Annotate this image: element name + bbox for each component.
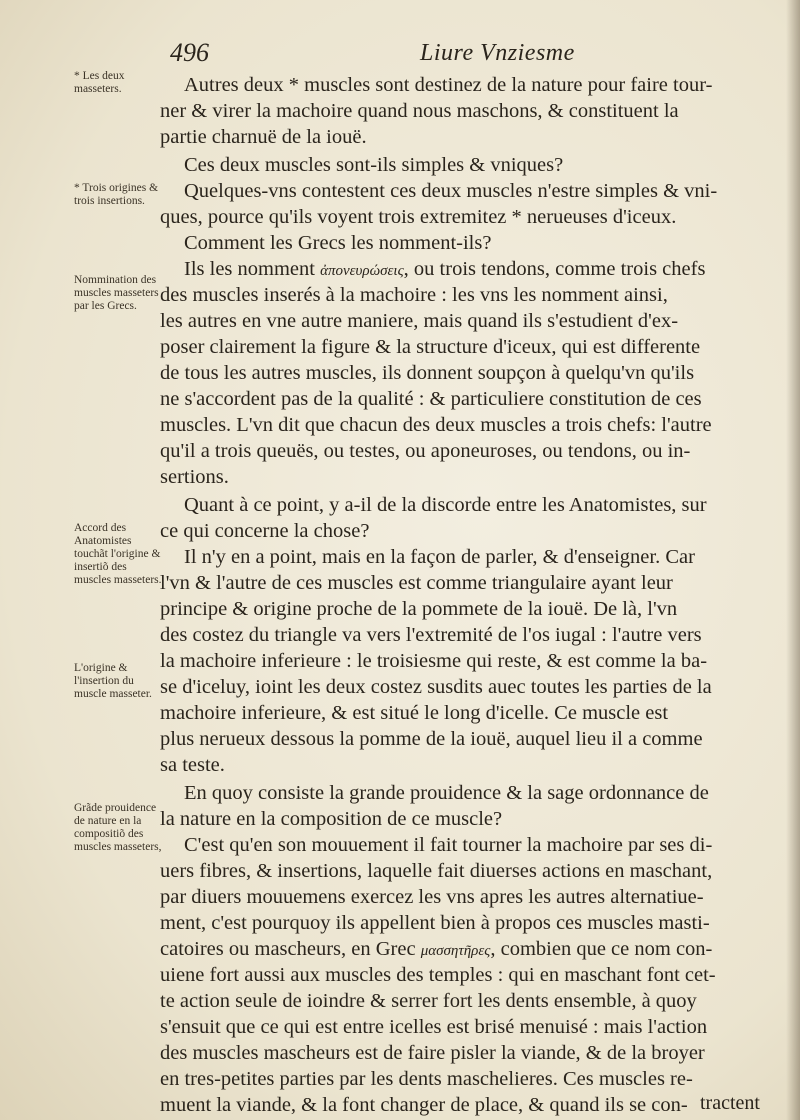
text-line-content: te action seule de ioindre & serrer fort les dents ensemble, à quoy (160, 990, 697, 1012)
text-line-content: ce qui concerne la chose? (160, 520, 370, 542)
text-line-content: uers fibres, & insertions, laquelle fait diuerses actions en maschant, (160, 860, 713, 882)
text-line (160, 282, 668, 308)
margin-note: Grãde prouidence de nature en la compositiõ des muscles masseters, (74, 802, 162, 853)
running-title: Liure Vnziesme (420, 40, 575, 66)
text-line (160, 674, 712, 700)
text-line (160, 570, 673, 596)
text-line-content: En quoy consiste la grande prouidence & la sage ordonnance de (184, 782, 709, 804)
text-line (160, 334, 700, 360)
text-line-continuation: , ou trois tendons, comme trois chefs (403, 258, 706, 280)
text-line-content: ner & virer la machoire quand nous maschons, & constituent la (160, 100, 679, 122)
text-line (160, 962, 716, 988)
text-line-content: la machoire inferieure : le troisiesme qui reste, & est comme la ba- (160, 650, 708, 672)
text-line-content: C'est qu'en son mouuement il fait tourner la machoire par ses di- (184, 834, 713, 856)
text-line (160, 178, 717, 204)
text-line (160, 152, 563, 178)
text-line-content: Quant à ce point, y a-il de la discorde entre les Anatomistes, sur (184, 494, 707, 516)
text-line (160, 806, 502, 832)
text-line (160, 726, 703, 752)
text-line-content: partie charnuë de la iouë. (160, 126, 367, 148)
text-line (160, 124, 367, 150)
greek-word: ἀπονευρώσεις (320, 263, 404, 279)
text-line-content: poser clairement la figure & la structure d'iceux, qui est differente (160, 336, 701, 358)
text-line (160, 1014, 707, 1040)
text-line-content: des muscles inserés à la machoire : les vns les nomment ainsi, (160, 284, 668, 306)
text-line-content: muscles. L'vn dit que chacun des deux muscles a trois chefs: l'autre (160, 414, 712, 436)
text-line-content: plus nerueux dessous la pomme de la iouë, auquel lieu il a comme (160, 728, 703, 750)
text-line (160, 72, 712, 98)
text-line (160, 858, 712, 884)
text-line (160, 386, 702, 412)
margin-note: * Les deux masseters. (74, 70, 125, 95)
text-line-content: des muscles mascheurs est de faire pisler la viande, & de la broyer (160, 1042, 705, 1064)
text-line-content: l'vn & l'autre de ces muscles est comme triangulaire ayant leur (160, 572, 673, 594)
text-line (160, 230, 491, 256)
text-line-content: Ces deux muscles sont-ils simples & vniques? (184, 154, 564, 176)
text-line (160, 700, 668, 726)
text-line (160, 596, 677, 622)
text-line-content: muent la viande, & la font changer de place, & quand ils se con- (160, 1094, 688, 1116)
text-line-content: de tous les autres muscles, ils donnent soupçon à quelqu'vn qu'ils (160, 362, 695, 384)
page-number: 496 (170, 38, 209, 67)
text-line-content: les autres en vne autre maniere, mais quand ils s'estudient d'ex- (160, 310, 679, 332)
text-line (160, 204, 676, 230)
text-line-content: Ils les nomment (184, 258, 315, 280)
text-line (160, 256, 705, 284)
text-line (160, 518, 369, 544)
text-line (160, 988, 697, 1014)
text-line-content: la nature en la composition de ce muscle? (160, 808, 503, 830)
text-line-content: se d'iceluy, ioint les deux costez susdits auec toutes les parties de la (160, 676, 712, 698)
text-line-content: Autres deux * muscles sont destinez de la nature pour faire tour- (184, 74, 713, 96)
text-line-content: Comment les Grecs les nomment-ils? (184, 232, 492, 254)
text-line-content: catoires ou mascheurs, en Grec (160, 938, 416, 960)
margin-note: L'origine & l'insertion du muscle masseter. (74, 662, 152, 700)
text-line (160, 360, 694, 386)
page-header (170, 38, 770, 72)
text-line-content: sa teste. (160, 754, 225, 776)
text-line (160, 308, 678, 334)
text-line-content: principe & origine proche de la pommete de la iouë. De là, l'vn (160, 598, 678, 620)
text-line-content: ques, pource qu'ils voyent trois extremitez * nerueuses d'iceux. (160, 206, 677, 228)
text-line-content: en tres-petites parties par les dents maschelieres. Ces muscles re- (160, 1068, 693, 1090)
margin-note: * Trois origines & trois insertions. (74, 182, 159, 207)
text-line (160, 780, 709, 806)
greek-word: μασσητῆρες (420, 943, 491, 959)
text-line-continuation: , combien que ce nom con- (490, 938, 713, 960)
text-line-content: des costez du triangle va vers l'extremité de l'os iugal : l'autre vers (160, 624, 702, 646)
text-line-content: machoire inferieure, & est situé le long d'icelle. Ce muscle est (160, 702, 669, 724)
text-line (160, 98, 679, 124)
text-line-content: Il n'y en a point, mais en la façon de parler, & d'enseigner. Car (184, 546, 695, 568)
text-line (160, 1066, 693, 1092)
catchword: tractent (700, 1092, 760, 1114)
page-spine-shadow (786, 0, 800, 1120)
text-line (160, 492, 707, 518)
text-line-content: qu'il a trois queuës, ou testes, ou aponeuroses, ou tendons, ou in- (160, 440, 691, 462)
text-line (160, 464, 229, 490)
text-line (160, 1040, 705, 1066)
text-line-content: ne s'accordent pas de la qualité : & particuliere constitution de ces (160, 388, 702, 410)
text-line-content: par diuers mouuemens exercez les vns apres les autres alternatiue- (160, 886, 704, 908)
text-line-content: uiene fort aussi aux muscles des temples : qui en maschant font cet- (160, 964, 716, 986)
text-line (160, 832, 712, 858)
text-line (160, 936, 712, 964)
text-line (160, 910, 710, 936)
text-line (160, 438, 690, 464)
text-line (160, 752, 225, 778)
text-line-content: ment, c'est pourquoy ils appellent bien à propos ces muscles masti- (160, 912, 710, 934)
text-line (160, 412, 712, 438)
text-line-content: sertions. (160, 466, 229, 488)
text-line-content: s'ensuit que ce qui est entre icelles est brisé menuisé : mais l'action (160, 1016, 708, 1038)
text-line (160, 622, 702, 648)
text-line (160, 544, 695, 570)
text-line (160, 1092, 688, 1118)
text-line-content: Quelques-vns contestent ces deux muscles n'estre simples & vni- (184, 180, 718, 202)
text-line (160, 648, 707, 674)
margin-note: Nommination des muscles masseters par les Grecs. (74, 274, 159, 312)
margin-note: Accord des Anatomistes touchãt l'origine & insertiõ des muscles masseters. (74, 522, 162, 586)
text-line (160, 884, 704, 910)
